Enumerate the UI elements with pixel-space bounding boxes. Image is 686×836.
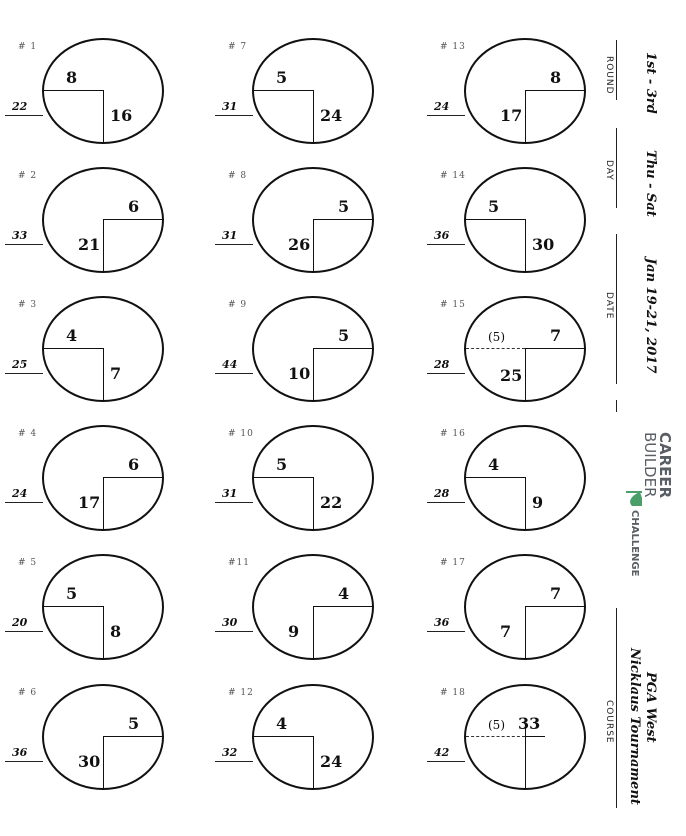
pin-line-dashed <box>466 736 525 737</box>
pin-line-vertical <box>313 219 314 271</box>
hole-diagram <box>210 296 410 418</box>
green-depth: 31 <box>222 100 238 113</box>
pin-from-front: 10 <box>288 364 311 383</box>
green-depth: 30 <box>222 616 238 629</box>
hole-number: # 18 <box>440 688 466 698</box>
logo-word-builder: BUILDER <box>641 432 659 498</box>
hole-diagram <box>210 167 410 289</box>
divider <box>616 608 617 808</box>
pin-from-front: 7 <box>110 364 122 383</box>
pin-line-vertical <box>103 219 104 271</box>
pin-from-front: 17 <box>500 106 523 125</box>
hole-number: # 8 <box>228 171 248 181</box>
logo-word-career: CAREER <box>656 432 674 499</box>
green-depth: 31 <box>222 487 238 500</box>
pin-line-horizontal <box>313 219 374 220</box>
hole-number: # 5 <box>18 558 38 568</box>
pin-line-vertical <box>103 477 104 529</box>
depth-underline <box>427 373 465 374</box>
depth-underline <box>5 244 43 245</box>
green-depth: 36 <box>434 616 450 629</box>
pin-line-vertical <box>525 477 526 529</box>
divider <box>616 400 617 412</box>
hole-diagram <box>422 38 622 160</box>
pin-from-edge: 4 <box>488 455 500 474</box>
hole-diagram <box>422 167 622 289</box>
depth-underline <box>427 502 465 503</box>
pin-line-horizontal <box>525 348 586 349</box>
divider <box>616 128 617 208</box>
pin-from-edge: 5 <box>338 326 350 345</box>
green-depth: 24 <box>434 100 450 113</box>
pin-line-vertical <box>103 736 104 788</box>
hole-diagram <box>0 425 200 547</box>
pin-from-front: 8 <box>110 622 122 641</box>
event-info-panel <box>596 0 686 836</box>
pin-from-front: 17 <box>78 493 101 512</box>
green-depth: 28 <box>434 487 450 500</box>
hole-diagram <box>210 425 410 547</box>
pin-from-front: 24 <box>320 752 343 771</box>
date-value: Jan 19-21, 2017 <box>643 258 658 374</box>
depth-underline <box>427 244 465 245</box>
hole-number: # 1 <box>18 42 38 52</box>
pin-line-vertical <box>103 606 104 658</box>
pin-line-vertical <box>525 90 526 142</box>
green-depth: 20 <box>12 616 28 629</box>
hole-diagram <box>422 684 622 806</box>
green-depth: 22 <box>12 100 28 113</box>
hole-number: # 6 <box>18 688 38 698</box>
hole-number: # 13 <box>440 42 466 52</box>
divider <box>616 234 617 384</box>
pin-line-vertical <box>313 477 314 529</box>
depth-underline <box>5 631 43 632</box>
pin-line-dashed <box>466 348 525 349</box>
hole-diagram <box>422 554 622 676</box>
pin-from-edge: 5 <box>66 584 78 603</box>
green-depth: 36 <box>434 229 450 242</box>
pin-line-horizontal <box>103 736 164 737</box>
pin-from-front: 9 <box>288 622 300 641</box>
pin-line-horizontal <box>254 477 313 478</box>
pin-from-front: 30 <box>78 752 101 771</box>
pin-line-vertical <box>525 726 526 788</box>
hole-diagram <box>422 425 622 547</box>
pin-from-edge: 5 <box>338 197 350 216</box>
green-depth: 28 <box>434 358 450 371</box>
depth-underline <box>5 502 43 503</box>
pin-from-edge: 5 <box>128 714 140 733</box>
depth-underline <box>215 373 253 374</box>
pin-from-edge: 4 <box>66 326 78 345</box>
pin-line-vertical <box>103 90 104 142</box>
pin-line-horizontal <box>44 606 103 607</box>
pin-from-edge: 6 <box>128 455 140 474</box>
pin-from-front: 30 <box>532 235 555 254</box>
green-depth: 36 <box>12 746 28 759</box>
logo-word-challenge: CHALLENGE <box>629 510 640 577</box>
pin-from-front: 16 <box>110 106 133 125</box>
pin-from-edge: 8 <box>66 68 78 87</box>
day-value: Thu - Sat <box>643 150 658 217</box>
depth-underline <box>215 631 253 632</box>
depth-underline <box>5 373 43 374</box>
green-depth: 42 <box>434 746 450 759</box>
hole-number: # 7 <box>228 42 248 52</box>
pin-from-edge: 5 <box>488 197 500 216</box>
pin-line-horizontal <box>103 219 164 220</box>
pin-line-horizontal <box>103 477 164 478</box>
hole-diagram <box>210 554 410 676</box>
green-depth: 31 <box>222 229 238 242</box>
pin-from-front: 25 <box>500 366 523 385</box>
green-depth: 24 <box>12 487 28 500</box>
pin-from-edge: 8 <box>550 68 562 87</box>
hole-number: #11 <box>228 558 250 568</box>
pin-line-horizontal <box>254 90 313 91</box>
hole-diagram <box>210 684 410 806</box>
depth-underline <box>215 502 253 503</box>
depth-underline <box>427 115 465 116</box>
pin-from-edge: 4 <box>276 714 288 733</box>
depth-underline <box>5 761 43 762</box>
depth-underline <box>215 115 253 116</box>
green-depth: 25 <box>12 358 28 371</box>
pin-from-front: 24 <box>320 106 343 125</box>
pin-from-edge: 7 <box>550 326 562 345</box>
pin-line-vertical <box>313 606 314 658</box>
hole-number: # 9 <box>228 300 248 310</box>
hole-number: # 10 <box>228 429 254 439</box>
depth-underline <box>427 631 465 632</box>
depth-underline <box>215 244 253 245</box>
hole-diagram <box>0 167 200 289</box>
pin-line-horizontal <box>466 477 525 478</box>
pin-from-edge: 4 <box>338 584 350 603</box>
pin-from-front: 21 <box>78 235 101 254</box>
course-value-line1: PGA West <box>643 672 658 743</box>
pin-line-horizontal <box>525 736 545 737</box>
pin-line-horizontal <box>466 219 525 220</box>
hole-number: # 12 <box>228 688 254 698</box>
pin-from-front: 22 <box>320 493 343 512</box>
pin-offset: (5) <box>488 718 505 732</box>
pin-line-vertical <box>313 736 314 788</box>
pin-line-vertical <box>525 606 526 658</box>
pin-line-horizontal <box>44 90 103 91</box>
pin-from-edge: 5 <box>276 455 288 474</box>
pin-from-edge: 7 <box>550 584 562 603</box>
pin-line-vertical <box>313 90 314 142</box>
pin-line-horizontal <box>525 606 586 607</box>
green-depth: 32 <box>222 746 238 759</box>
hole-diagram <box>0 554 200 676</box>
pin-line-vertical <box>525 348 526 400</box>
green-depth: 33 <box>12 229 28 242</box>
hole-number: # 15 <box>440 300 466 310</box>
hole-diagram <box>0 684 200 806</box>
date-label: DATE <box>604 292 614 320</box>
hole-number: # 3 <box>18 300 38 310</box>
course-label: COURSE <box>604 700 614 744</box>
pin-line-vertical <box>103 348 104 400</box>
hole-diagram <box>210 38 410 160</box>
flag-icon <box>630 492 642 506</box>
pin-from-edge: 6 <box>128 197 140 216</box>
logo-graphic <box>614 430 674 595</box>
pin-line-horizontal <box>313 606 374 607</box>
pin-from-edge: 5 <box>276 68 288 87</box>
hole-diagram <box>0 296 200 418</box>
hole-number: # 4 <box>18 429 38 439</box>
course-value-line2: Nicklaus Tournament <box>627 648 642 805</box>
pin-from-front: 33 <box>518 714 541 733</box>
round-value: 1st - 3rd <box>643 52 658 114</box>
depth-underline <box>427 761 465 762</box>
divider <box>616 40 617 100</box>
pin-line-vertical <box>313 348 314 400</box>
hole-diagram <box>0 38 200 160</box>
pin-from-front: 7 <box>500 622 512 641</box>
round-label: ROUND <box>604 56 614 95</box>
depth-underline <box>215 761 253 762</box>
hole-number: # 16 <box>440 429 466 439</box>
depth-underline <box>5 115 43 116</box>
pin-line-vertical <box>525 219 526 271</box>
pin-from-front: 26 <box>288 235 311 254</box>
hole-diagram <box>422 296 622 418</box>
pin-from-front: 9 <box>532 493 544 512</box>
pin-offset: (5) <box>488 330 505 344</box>
green-depth: 44 <box>222 358 238 371</box>
hole-number: # 2 <box>18 171 38 181</box>
pin-line-horizontal <box>525 90 586 91</box>
pin-line-horizontal <box>254 736 313 737</box>
day-label: DAY <box>604 160 614 181</box>
pin-line-horizontal <box>44 348 103 349</box>
hole-number: # 14 <box>440 171 466 181</box>
pin-line-horizontal <box>313 348 374 349</box>
hole-number: # 17 <box>440 558 466 568</box>
careerbuilder-challenge-logo <box>614 430 674 595</box>
